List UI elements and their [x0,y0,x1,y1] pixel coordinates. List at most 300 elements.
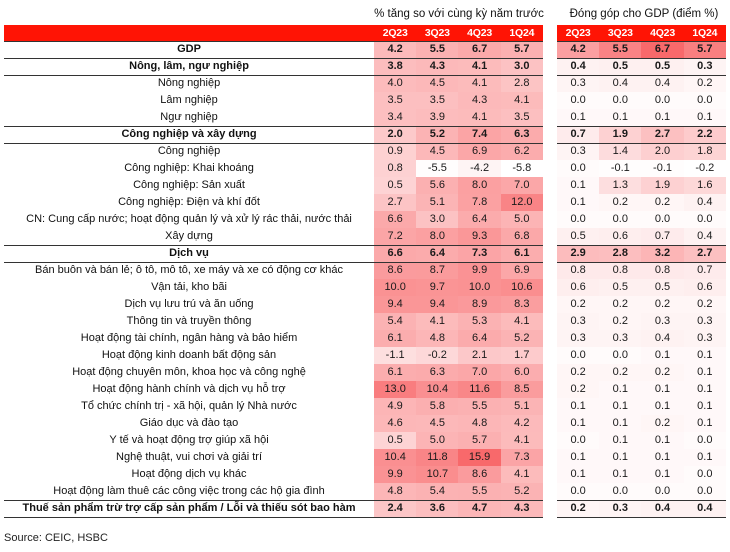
cell-contribution-2q23: 2.9 [557,245,599,262]
cell-contribution-1q24: 0.4 [684,194,726,211]
cell-contribution-4q23: 3.2 [641,245,683,262]
cell-contribution-2q23: 0.1 [557,449,599,466]
cell-growth-4q23: 6.9 [458,143,500,160]
row-label: Công nghiệp: Sản xuất [4,177,374,194]
cell-contribution-3q23: 0.8 [599,262,641,279]
cell-growth-1q24: 4.2 [501,415,543,432]
cell-contribution-4q23: 0.0 [641,483,683,500]
row-gap [543,177,557,194]
cell-contribution-3q23: 0.1 [599,415,641,432]
cell-growth-2q23: 5.4 [374,313,416,330]
cell-growth-2q23: 0.9 [374,143,416,160]
column-gap [543,25,557,41]
row-label: Y tế và hoạt động trợ giúp xã hội [4,432,374,449]
cell-contribution-3q23: 0.0 [599,92,641,109]
cell-contribution-4q23: 2.7 [641,126,683,143]
row-gap [543,109,557,126]
row-gap [543,279,557,296]
cell-growth-1q24: 6.8 [501,228,543,245]
cell-contribution-1q24: 1.6 [684,177,726,194]
row-gap [543,245,557,262]
cell-growth-3q23: 10.4 [416,381,458,398]
cell-contribution-2q23: 0.0 [557,347,599,364]
cell-growth-2q23: 9.9 [374,466,416,483]
cell-contribution-4q23: 0.4 [641,75,683,92]
cell-contribution-1q24: 0.7 [684,262,726,279]
cell-contribution-2q23: 0.6 [557,279,599,296]
cell-growth-1q24: 1.7 [501,347,543,364]
cell-growth-3q23: 8.7 [416,262,458,279]
table-row [4,143,726,160]
cell-contribution-1q24: 0.1 [684,109,726,126]
cell-growth-3q23: 5.1 [416,194,458,211]
cell-contribution-3q23: 0.2 [599,364,641,381]
cell-contribution-1q24: -0.2 [684,160,726,177]
cell-contribution-3q23: 0.1 [599,381,641,398]
cell-contribution-4q23: 0.2 [641,364,683,381]
cell-growth-3q23: 4.5 [416,75,458,92]
cell-contribution-1q24: 0.0 [684,92,726,109]
cell-contribution-2q23: 0.1 [557,398,599,415]
cell-contribution-1q24: 0.0 [684,432,726,449]
cell-contribution-4q23: 2.0 [641,143,683,160]
row-label: Ngư nghiệp [4,109,374,126]
cell-contribution-3q23: 0.4 [599,75,641,92]
cell-growth-4q23: 5.5 [458,398,500,415]
cell-growth-4q23: 4.1 [458,109,500,126]
cell-growth-1q24: 3.0 [501,58,543,75]
row-label: Hoạt động tài chính, ngân hàng và bảo hiểm [4,330,374,347]
cell-growth-3q23: 6.3 [416,364,458,381]
cell-growth-4q23: 4.1 [458,75,500,92]
row-label: CN: Cung cấp nước; hoạt động quản lý và xử lý rác thải, nước thải [4,211,374,228]
cell-growth-3q23: 9.7 [416,279,458,296]
cell-growth-3q23: 10.7 [416,466,458,483]
cell-contribution-4q23: 0.2 [641,415,683,432]
cell-growth-2q23: 13.0 [374,381,416,398]
cell-growth-4q23: 7.3 [458,245,500,262]
row-label: Hoạt động chuyên môn, khoa học và công nghệ [4,364,374,381]
cell-growth-2q23: 4.8 [374,483,416,500]
row-gap [543,228,557,245]
cell-growth-3q23: 3.6 [416,500,458,517]
cell-contribution-2q23: 0.2 [557,500,599,517]
row-gap [543,449,557,466]
cell-growth-1q24: 4.1 [501,432,543,449]
cell-growth-4q23: -4.2 [458,160,500,177]
table-body [4,25,726,517]
cell-growth-3q23: 3.0 [416,211,458,228]
cell-contribution-3q23: 0.0 [599,347,641,364]
row-label: Tổ chức chính trị - xã hội, quản lý Nhà nước [4,398,374,415]
row-gap [543,381,557,398]
cell-growth-2q23: 6.1 [374,364,416,381]
table-row [4,228,726,245]
cell-contribution-2q23: 0.0 [557,160,599,177]
row-label: Hoạt động làm thuê các công việc trong các hộ gia đình [4,483,374,500]
table-row [4,398,726,415]
cell-growth-1q24: 5.0 [501,211,543,228]
cell-contribution-1q24: 0.4 [684,500,726,517]
gdp-breakdown-table [4,25,726,518]
cell-growth-1q24: 4.1 [501,313,543,330]
row-gap [543,194,557,211]
cell-contribution-3q23: 0.1 [599,398,641,415]
cell-growth-1q24: 5.1 [501,398,543,415]
cell-growth-1q24: 6.9 [501,262,543,279]
cell-growth-1q24: 3.5 [501,109,543,126]
cell-growth-2q23: 3.5 [374,92,416,109]
cell-contribution-3q23: 0.0 [599,211,641,228]
cell-growth-4q23: 4.3 [458,92,500,109]
cell-contribution-1q24: 0.3 [684,330,726,347]
row-label: Hoạt động hành chính và dịch vụ hỗ trợ [4,381,374,398]
row-gap [543,211,557,228]
cell-contribution-1q24: 0.2 [684,75,726,92]
cell-contribution-1q24: 2.7 [684,245,726,262]
cell-contribution-2q23: 0.3 [557,330,599,347]
cell-contribution-2q23: 0.4 [557,58,599,75]
cell-contribution-3q23: 0.2 [599,313,641,330]
row-gap [543,330,557,347]
cell-growth-4q23: 8.0 [458,177,500,194]
cell-contribution-1q24: 0.1 [684,398,726,415]
cell-growth-2q23: -1.1 [374,347,416,364]
cell-growth-1q24: 5.2 [501,483,543,500]
row-gap [543,398,557,415]
cell-growth-1q24: 5.7 [501,41,543,58]
row-gap [543,75,557,92]
row-label: Công nghiệp và xây dựng [4,126,374,143]
cell-growth-3q23: 4.3 [416,58,458,75]
cell-contribution-3q23: 0.2 [599,194,641,211]
cell-contribution-1q24: 0.0 [684,466,726,483]
cell-growth-2q23: 4.2 [374,41,416,58]
cell-contribution-3q23: -0.1 [599,160,641,177]
table-row [4,483,726,500]
table-row [4,500,726,517]
cell-contribution-4q23: 6.7 [641,41,683,58]
cell-contribution-4q23: 0.1 [641,449,683,466]
cell-contribution-4q23: 0.1 [641,432,683,449]
cell-growth-2q23: 4.9 [374,398,416,415]
cell-growth-1q24: 10.6 [501,279,543,296]
superheader-contribution: Đóng góp cho GDP (điểm %) [569,8,719,20]
cell-growth-4q23: 4.1 [458,58,500,75]
cell-contribution-3q23: 1.3 [599,177,641,194]
cell-growth-3q23: 5.5 [416,41,458,58]
cell-growth-4q23: 5.7 [458,432,500,449]
cell-contribution-3q23: 1.4 [599,143,641,160]
row-label: Công nghiệp [4,143,374,160]
cell-growth-4q23: 6.4 [458,211,500,228]
cell-growth-2q23: 2.7 [374,194,416,211]
cell-growth-4q23: 15.9 [458,449,500,466]
cell-growth-2q23: 2.4 [374,500,416,517]
cell-growth-2q23: 3.8 [374,58,416,75]
row-gap [543,262,557,279]
column-header-contribution-1q24: 1Q24 [684,25,726,41]
table-row [4,75,726,92]
cell-growth-2q23: 6.1 [374,330,416,347]
table-row [4,245,726,262]
row-gap [543,92,557,109]
cell-growth-4q23: 9.9 [458,262,500,279]
row-label: Lâm nghiệp [4,92,374,109]
cell-growth-4q23: 10.0 [458,279,500,296]
cell-growth-1q24: 4.1 [501,92,543,109]
cell-growth-2q23: 7.2 [374,228,416,245]
row-label: Dịch vụ lưu trú và ăn uống [4,296,374,313]
cell-contribution-4q23: 0.1 [641,109,683,126]
cell-contribution-2q23: 0.0 [557,483,599,500]
table-row [4,364,726,381]
cell-contribution-3q23: 0.0 [599,483,641,500]
cell-growth-2q23: 0.5 [374,177,416,194]
cell-growth-4q23: 4.8 [458,415,500,432]
cell-growth-4q23: 9.3 [458,228,500,245]
cell-growth-4q23: 5.5 [458,483,500,500]
cell-growth-2q23: 10.0 [374,279,416,296]
cell-contribution-1q24: 0.1 [684,364,726,381]
cell-contribution-3q23: 0.3 [599,330,641,347]
cell-contribution-2q23: 0.5 [557,228,599,245]
cell-contribution-3q23: 2.8 [599,245,641,262]
cell-contribution-3q23: 0.1 [599,432,641,449]
table-row [4,177,726,194]
cell-contribution-4q23: 0.8 [641,262,683,279]
column-header-contribution-3q23: 3Q23 [599,25,641,41]
cell-contribution-3q23: 1.9 [599,126,641,143]
table-row [4,211,726,228]
cell-contribution-2q23: 0.7 [557,126,599,143]
row-label: Giáo dục và đào tạo [4,415,374,432]
cell-growth-2q23: 10.4 [374,449,416,466]
row-gap [543,160,557,177]
cell-contribution-4q23: 0.1 [641,398,683,415]
table-row [4,92,726,109]
row-label: Vận tải, kho bãi [4,279,374,296]
cell-contribution-3q23: 0.5 [599,279,641,296]
cell-growth-4q23: 8.6 [458,466,500,483]
cell-growth-2q23: 4.6 [374,415,416,432]
cell-growth-3q23: 3.5 [416,92,458,109]
column-header-contribution-2q23: 2Q23 [557,25,599,41]
cell-growth-3q23: 4.5 [416,143,458,160]
cell-contribution-2q23: 0.1 [557,466,599,483]
cell-contribution-4q23: 0.5 [641,279,683,296]
row-label: Bán buôn và bán lẻ; ô tô, mô tô, xe máy và xe có động cơ khác [4,262,374,279]
cell-growth-1q24: 6.3 [501,126,543,143]
cell-growth-3q23: 4.5 [416,415,458,432]
row-gap [543,126,557,143]
cell-contribution-4q23: 0.0 [641,92,683,109]
row-label: Hoạt động kinh doanh bất động sản [4,347,374,364]
cell-contribution-4q23: -0.1 [641,160,683,177]
cell-contribution-4q23: 0.1 [641,381,683,398]
cell-contribution-2q23: 0.3 [557,75,599,92]
cell-growth-1q24: 6.2 [501,143,543,160]
cell-contribution-1q24: 0.1 [684,381,726,398]
cell-contribution-3q23: 0.1 [599,109,641,126]
cell-growth-4q23: 2.1 [458,347,500,364]
cell-contribution-3q23: 0.6 [599,228,641,245]
row-gap [543,500,557,517]
cell-growth-2q23: 8.6 [374,262,416,279]
cell-contribution-1q24: 1.8 [684,143,726,160]
cell-growth-3q23: 4.1 [416,313,458,330]
cell-contribution-1q24: 0.2 [684,296,726,313]
cell-growth-1q24: 2.8 [501,75,543,92]
row-gap [543,364,557,381]
table-row [4,58,726,75]
cell-growth-1q24: 8.3 [501,296,543,313]
table-row [4,109,726,126]
cell-growth-4q23: 6.7 [458,41,500,58]
cell-growth-1q24: 7.0 [501,177,543,194]
table-row [4,466,726,483]
row-label: Thuế sản phẩm trừ trợ cấp sản phẩm / Lỗi và thiếu sót bao hàm [4,500,374,517]
cell-growth-2q23: 4.0 [374,75,416,92]
cell-contribution-4q23: 0.4 [641,330,683,347]
cell-growth-1q24: 8.5 [501,381,543,398]
cell-contribution-2q23: 0.3 [557,313,599,330]
cell-contribution-1q24: 0.6 [684,279,726,296]
cell-growth-1q24: 4.3 [501,500,543,517]
cell-contribution-1q24: 0.4 [684,228,726,245]
cell-contribution-4q23: 0.5 [641,58,683,75]
cell-contribution-1q24: 0.3 [684,313,726,330]
cell-contribution-1q24: 5.7 [684,41,726,58]
table-row [4,194,726,211]
cell-growth-2q23: 6.6 [374,211,416,228]
row-gap [543,483,557,500]
row-label: Công nghiệp: Khai khoáng [4,160,374,177]
cell-growth-3q23: 6.4 [416,245,458,262]
row-label: Công nghiệp: Điện và khí đốt [4,194,374,211]
cell-growth-4q23: 11.6 [458,381,500,398]
cell-contribution-3q23: 0.3 [599,500,641,517]
cell-contribution-4q23: 0.7 [641,228,683,245]
row-gap [543,143,557,160]
cell-growth-1q24: -5.8 [501,160,543,177]
cell-growth-1q24: 6.1 [501,245,543,262]
row-gap [543,415,557,432]
row-label: GDP [4,41,374,58]
row-gap [543,466,557,483]
source-note: Source: CEIC, HSBC [4,532,108,544]
column-header-growth-3q23: 3Q23 [416,25,458,41]
cell-contribution-4q23: 0.0 [641,211,683,228]
column-header-contribution-4q23: 4Q23 [641,25,683,41]
column-header-growth-2q23: 2Q23 [374,25,416,41]
cell-contribution-2q23: 4.2 [557,41,599,58]
cell-contribution-2q23: 0.1 [557,415,599,432]
cell-contribution-1q24: 0.1 [684,347,726,364]
table-row [4,432,726,449]
row-label: Hoạt động dịch vụ khác [4,466,374,483]
row-gap [543,58,557,75]
cell-contribution-3q23: 5.5 [599,41,641,58]
table-row [4,330,726,347]
table-row [4,415,726,432]
cell-growth-4q23: 7.0 [458,364,500,381]
table-row [4,381,726,398]
cell-contribution-3q23: 0.1 [599,466,641,483]
row-label: Xây dựng [4,228,374,245]
table-row [4,262,726,279]
table-row [4,296,726,313]
cell-growth-3q23: 8.0 [416,228,458,245]
cell-contribution-2q23: 0.2 [557,381,599,398]
cell-growth-1q24: 4.1 [501,466,543,483]
cell-growth-3q23: 3.9 [416,109,458,126]
cell-contribution-2q23: 0.3 [557,143,599,160]
cell-growth-4q23: 8.9 [458,296,500,313]
row-gap [543,347,557,364]
cell-contribution-1q24: 0.3 [684,58,726,75]
cell-contribution-2q23: 0.0 [557,92,599,109]
table-row [4,279,726,296]
cell-growth-4q23: 5.3 [458,313,500,330]
cell-growth-1q24: 5.2 [501,330,543,347]
cell-growth-1q24: 12.0 [501,194,543,211]
table-row [4,126,726,143]
cell-contribution-2q23: 0.0 [557,432,599,449]
header-label-cell [4,25,374,41]
cell-growth-4q23: 4.7 [458,500,500,517]
cell-growth-3q23: -5.5 [416,160,458,177]
row-label: Nông nghiệp [4,75,374,92]
row-label: Thông tin và truyền thông [4,313,374,330]
column-header-growth-1q24: 1Q24 [501,25,543,41]
cell-contribution-1q24: 0.0 [684,483,726,500]
row-label: Dịch vụ [4,245,374,262]
row-label: Nghệ thuật, vui chơi và giải trí [4,449,374,466]
cell-contribution-2q23: 0.0 [557,211,599,228]
cell-growth-3q23: 5.2 [416,126,458,143]
table-row [4,41,726,58]
cell-contribution-2q23: 0.8 [557,262,599,279]
cell-growth-4q23: 7.8 [458,194,500,211]
cell-growth-3q23: 11.8 [416,449,458,466]
cell-growth-2q23: 0.8 [374,160,416,177]
cell-growth-3q23: 9.4 [416,296,458,313]
cell-contribution-2q23: 0.2 [557,296,599,313]
cell-contribution-4q23: 0.2 [641,194,683,211]
cell-growth-3q23: -0.2 [416,347,458,364]
cell-contribution-2q23: 0.1 [557,109,599,126]
superheader-growth: % tăng so với cùng kỳ năm trước [374,8,544,20]
cell-contribution-1q24: 0.1 [684,449,726,466]
cell-growth-3q23: 5.6 [416,177,458,194]
table-row [4,449,726,466]
row-gap [543,432,557,449]
cell-growth-3q23: 5.8 [416,398,458,415]
table-row [4,313,726,330]
row-label: Nông, lâm, ngư nghiệp [4,58,374,75]
cell-contribution-3q23: 0.2 [599,296,641,313]
table-row [4,347,726,364]
cell-growth-3q23: 5.4 [416,483,458,500]
row-gap [543,41,557,58]
cell-growth-2q23: 0.5 [374,432,416,449]
cell-contribution-1q24: 0.1 [684,415,726,432]
cell-growth-2q23: 2.0 [374,126,416,143]
cell-contribution-2q23: 0.2 [557,364,599,381]
row-gap [543,313,557,330]
cell-contribution-3q23: 0.5 [599,58,641,75]
